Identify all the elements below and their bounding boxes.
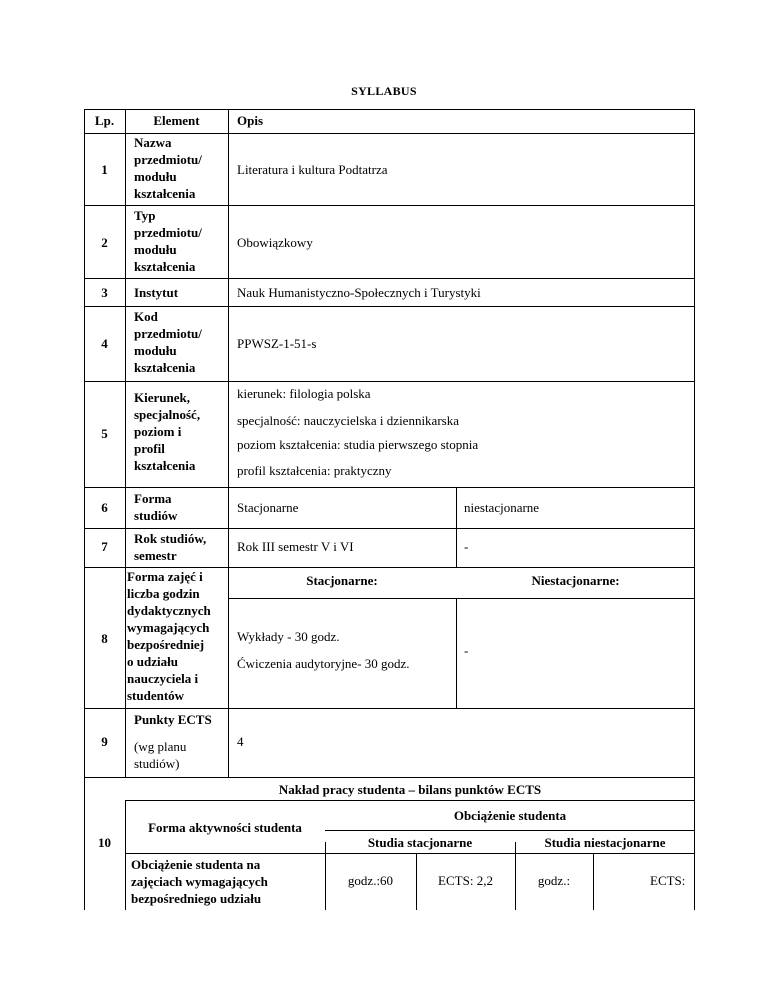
row-number: 9 — [101, 734, 108, 749]
stacjonarne-ects: ECTS: 2,2 — [438, 873, 493, 888]
niestacjonarne-ects: ECTS: — [650, 873, 686, 888]
ects-sublabel: (wg planu studiów) — [134, 739, 187, 771]
row-element-label: Typ przedmiotu/ modułu kształcenia — [134, 208, 202, 274]
education-level: poziom kształcenia: studia pierwszego stopnia — [237, 437, 479, 452]
document-title: SYLLABUS — [351, 84, 417, 98]
row-number: 10 — [98, 835, 111, 850]
row-line-10 — [84, 777, 695, 778]
row-element-label: Rok studiów, semestr — [134, 531, 207, 563]
row-line-top — [84, 109, 695, 110]
row-line-4 — [84, 306, 695, 307]
col-separator-element — [228, 109, 229, 777]
row-line-8-sub — [228, 598, 695, 599]
course-type: Obowiązkowy — [237, 235, 313, 250]
row-element-label: Forma zajęć i liczba godzin dydaktycznych wymagających bezpośredniej o udziału nauczyciela i studentów — [127, 569, 211, 703]
col-split-8 — [456, 598, 457, 708]
row-line-6 — [84, 487, 695, 488]
activity-form-header: Forma aktywności studenta — [148, 820, 302, 835]
exercises-hours: Ćwiczenia audytoryjne- 30 godz. — [237, 656, 410, 671]
row-number: 1 — [101, 162, 108, 177]
study-form-stacjonarne: Stacjonarne — [237, 500, 299, 515]
niestacjonarne-hours-10: godz.: — [537, 873, 571, 888]
niestacjonarne-header: Studia niestacjonarne — [544, 835, 666, 850]
institute: Nauk Humanistyczno-Społecznych i Turystyki — [237, 285, 481, 300]
header-niestacjonarne: Niestacjonarne: — [531, 573, 620, 588]
education-profile: profil kształcenia: praktyczny — [237, 463, 392, 478]
niestacjonarne-hours: - — [464, 643, 469, 658]
row-element-label: Instytut — [134, 285, 179, 300]
course-code: PPWSZ-1-51-s — [237, 336, 317, 351]
study-form-niestacjonarne: niestacjonarne — [464, 500, 540, 515]
row-element-label: Kod przedmiotu/ modułu kształcenia — [134, 309, 202, 375]
lectures-hours: Wykłady - 30 godz. — [237, 629, 340, 644]
course-name: Literatura i kultura Podtatrza — [237, 162, 388, 177]
ects-value: 4 — [237, 734, 244, 749]
row-line-2 — [84, 205, 695, 206]
col-split-6-7 — [456, 487, 457, 567]
row-number: 4 — [101, 336, 108, 351]
year-semester-niestacjonarne: - — [464, 539, 469, 554]
row-number: 7 — [101, 539, 108, 554]
stacjonarne-hours: godz.:60 — [347, 873, 394, 888]
header-element: Element — [153, 113, 200, 128]
row-number: 3 — [101, 285, 108, 300]
row-line-5 — [84, 381, 695, 382]
header-stacjonarne: Stacjonarne: — [306, 573, 378, 588]
row-number: 6 — [101, 500, 108, 515]
row-line-3 — [84, 278, 695, 279]
specialization: specjalność: nauczycielska i dziennikarska — [237, 413, 459, 428]
row-element-label: Kierunek, specjalność, poziom i profil kształcenia — [134, 390, 201, 473]
row-number: 8 — [101, 631, 108, 646]
row-line-7 — [84, 528, 695, 529]
field-of-study: kierunek: filologia polska — [237, 386, 371, 401]
workload-row-label: Obciążenie studenta na zajęciach wymagających bezpośredniego udziału — [131, 857, 268, 906]
row-line-9 — [84, 708, 695, 709]
row-element-label: Nazwa przedmiotu/ modułu kształcenia — [134, 135, 202, 201]
row-line-10-title — [125, 800, 695, 801]
row-line-10-head — [125, 853, 695, 854]
row-number: 5 — [101, 426, 108, 441]
workload-header: Obciążenie studenta — [453, 808, 567, 823]
col-separator-lp — [125, 109, 126, 777]
row-number: 2 — [101, 235, 108, 250]
ects-label: Punkty ECTS — [134, 712, 212, 727]
header-lp: Lp. — [94, 113, 115, 128]
header-opis: Opis — [237, 113, 264, 128]
year-semester-stacjonarne: Rok III semestr V i VI — [237, 539, 354, 554]
workload-title: Nakład pracy studenta – bilans punktów ECTS — [278, 782, 542, 797]
stacjonarne-header: Studia stacjonarne — [367, 835, 473, 850]
col-split-10-d — [593, 853, 594, 910]
row-line-10-obc — [325, 830, 695, 831]
row-element-label: Forma studiów — [134, 491, 178, 523]
col-separator-lp-10 — [125, 800, 126, 910]
